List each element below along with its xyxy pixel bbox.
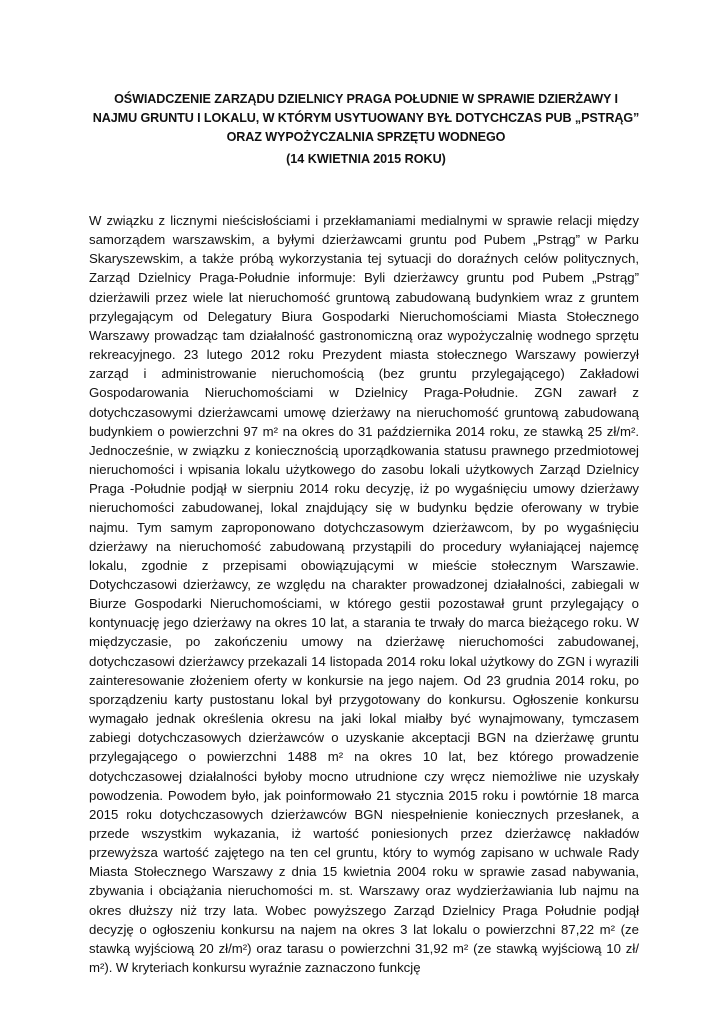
document-title: OŚWIADCZENIE ZARZĄDU DZIELNICY PRAGA POŁUDNIE W SPRAWIE DZIERŻAWY I NAJMU GRUNTU I LOKALU, W KTÓRYM USYTUOWANY BYŁ DOTYCHCZAS PUB „PSTRĄG” ORAZ WYPOŻYCZALNIA SPRZĘTU WODNEGO — [92, 92, 640, 144]
body-paragraph: W związku z licznymi nieścisłościami i przekłamaniami medialnymi w sprawie relacji między samorządem warszawskim, a byłymi dzierżawcami gruntu pod Pubem „Pstrąg” w Parku Skaryszewskim, a także próbą wykorzystania tej sytuacji do doraźnych celów politycznych, Zarząd Dzielnicy Praga-Południe informuje: Byli dzierżawcy gruntu pod Pubem „Pstrąg” dzierżawili przez wiele lat nieruchomość gruntową zabudowaną budynkiem wraz z gruntem przylegającym od Delegatury Biura Gospodarki Nieruchomościami Miasta Stołecznego Warszawy prowadząc tam działalność gastronomiczną oraz wypożyczalnię wodnego sprzętu rekreacyjnego. 23 lutego 2012 roku Prezydent miasta stołecznego Warszawy powierzył zarząd i administrowanie nieruchomością (bez gruntu przylegającego) Zakładowi Gospodarowania Nieruchomościami w Dzielnicy Praga-Południe. ZGN zawarł z dotychczasowymi dzierżawcami umowę dzierżawy na nieruchomość gruntową zabudowaną budynkiem o powierzchni 97 m² na okres do 31 października 2014 roku, ze stawką 25 zł/m². Jednocześnie, w związku z koniecznością uporządkowania statusu prawnego przedmiotowej nieruchomości i wpisania lokalu użytkowego do zasobu lokali użytkowych Zarząd Dzielnicy Praga -Południe podjął w sierpniu 2014 roku decyzję, iż po wygaśnięciu umowy dzierżawy nieruchomości zabudowanej, lokal znajdujący się w budynku będzie oferowany w trybie najmu. Tym samym zaproponowano dotychczasowym dzierżawcom, by po wygaśnięciu dzierżawy na nieruchomość zabudowaną przystąpili do procedury wyłaniającej najemcę lokalu, zgodnie z przepisami obowiązującymi w mieście stołecznym Warszawie. Dotychczasowi dzierżawcy, ze względu na charakter prowadzonej działalności, zabiegali w Biurze Gospodarki Nieruchomościami, w którego gestii pozostawał grunt przylegający o kontynuację jego dzierżawy na okres 10 lat, a starania te trwały do marca bieżącego roku. W międzyczasie, po zakończeniu umowy na dzierżawę nieruchomości zabudowanej, dotychczasowi dzierżawcy przekazali 14 listopada 2014 roku lokal użytkowy do ZGN i wyrazili zainteresowanie złożeniem oferty w konkursie na jego najem. Od 23 grudnia 2014 roku, po sporządzeniu karty pustostanu lokal był przygotowany do konkursu. Ogłoszenie konkursu wymagało jednak określenia okresu na jaki lokal miałby być wynajmowany, tymczasem zabiegi dotychczasowych dzierżawców o uzyskanie akceptacji BGN na dzierżawę gruntu przylegającego o powierzchni 1488 m² na okres 10 lat, bez którego prowadzenie dotychczasowej działalności byłoby mocno utrudnione czy wręcz niemożliwe nie uzyskały powodzenia. Powodem było, jak poinformowało 21 stycznia 2015 roku i powtórnie 18 marca 2015 roku dotychczasowych dzierżawców BGN niespełnienie koniecznych przesłanek, a przede wszystkim wykazania, iż wartość poniesionych przez dzierżawcę nakładów przewyższa wartość zajętego na ten cel gruntu, który to wymóg zapisano w uchwale Rady Miasta Stołecznego Warszawy z dnia 15 kwietnia 2004 roku w sprawie zasad nabywania, zbywania i obciążania nieruchomości m. st. Warszawy oraz wydzierżawiania lub najmu na okres dłuższy niż trzy lata. Wobec powyższego Zarząd Dzielnicy Praga Południe podjął decyzję o ogłoszeniu konkursu na najem na okres 3 lat lokalu o powierzchni 87,22 m² (ze stawką wyjściową 20 zł/m²) oraz tarasu o powierzchni 31,92 m² (ze stawką wyjściową 10 zł/ m²). W kryteriach konkursu wyraźnie zaznaczono funkcję — [89, 213, 639, 976]
document-body — [89, 211, 639, 977]
document-date: (14 KWIETNIA 2015 ROKU) — [286, 152, 446, 166]
